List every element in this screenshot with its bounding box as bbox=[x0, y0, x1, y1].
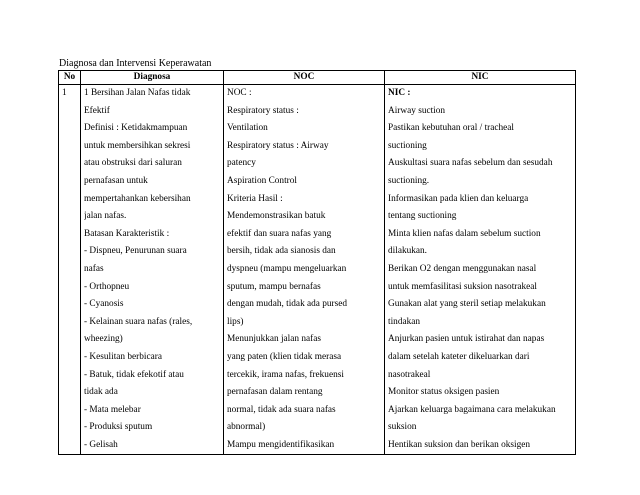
table-row bbox=[59, 85, 576, 455]
diagnosa-line: nafas bbox=[84, 263, 104, 274]
diagnosa-line: 1 Bersihan Jalan Nafas tidak bbox=[84, 88, 191, 98]
diagnosa-line: atau obstruksi dari saluran bbox=[84, 158, 182, 169]
row-number: 1 bbox=[62, 88, 67, 98]
nic-line: tentang suctioning bbox=[388, 211, 457, 222]
noc-line: tercekik, irama nafas, frekuensi bbox=[227, 369, 344, 380]
diagnosa-line: mempertahankan kebersihan bbox=[84, 193, 191, 204]
diagnosa-line: Batasan Karakteristik : bbox=[84, 228, 170, 239]
diagnosa-line: - Gelisah bbox=[84, 439, 118, 450]
nic-line: Informasikan pada klien dan keluarga bbox=[388, 193, 529, 204]
diagnosa-line: - Kelainan suara nafas (rales, bbox=[84, 316, 193, 327]
noc-line: Respiratory status : Airway bbox=[227, 140, 329, 151]
diagnosa-line: pernafasan untuk bbox=[84, 175, 148, 186]
diagnosa-line: - Orthopneu bbox=[84, 281, 130, 292]
noc-line: efektif dan suara nafas yang bbox=[227, 228, 332, 239]
header-noc: NOC bbox=[224, 71, 385, 85]
diagnosa-line: jalan nafas. bbox=[84, 211, 127, 222]
nic-line: suctioning. bbox=[388, 175, 430, 186]
noc-line: Aspiration Control bbox=[227, 175, 297, 186]
noc-line: dengan mudah, tidak ada pursed bbox=[227, 299, 348, 310]
diagnosa-line: - Batuk, tidak efekotif atau bbox=[84, 369, 184, 380]
diagnosa-line: - Kesulitan berbicara bbox=[84, 351, 162, 362]
nic-line: tindakan bbox=[388, 316, 421, 327]
nic-line: Gunakan alat yang steril setiap melakukan bbox=[388, 299, 546, 310]
intervention-table bbox=[58, 70, 576, 455]
noc-line: yang paten (klien tidak merasa bbox=[227, 351, 342, 362]
noc-line: pernafasan dalam rentang bbox=[227, 387, 323, 398]
header-nic: NIC bbox=[385, 71, 576, 85]
cell-noc bbox=[224, 85, 385, 455]
diagnosa-line: - Mata melebar bbox=[84, 404, 141, 415]
nic-line: NIC : bbox=[388, 88, 411, 98]
table-header-row bbox=[59, 71, 576, 85]
nic-line: suksion bbox=[388, 422, 417, 433]
nic-line: dilakukan. bbox=[388, 246, 427, 257]
cell-no bbox=[59, 85, 81, 455]
nic-line: nasotrakeal bbox=[388, 369, 431, 380]
noc-line: patency bbox=[227, 158, 256, 169]
noc-line: normal, tidak ada suara nafas bbox=[227, 404, 336, 415]
diagnosa-line: wheezing) bbox=[84, 334, 123, 345]
diagnosa-line: Definisi : Ketidakmampuan bbox=[84, 123, 188, 134]
nic-line: untuk memfasilitasi suksion nasotrakeal bbox=[388, 281, 537, 292]
diagnosa-line: - Cyanosis bbox=[84, 299, 124, 310]
noc-line: Ventilation bbox=[227, 123, 268, 134]
nic-line: dalam setelah kateter dikeluarkan dari bbox=[388, 351, 530, 362]
noc-line: Respiratory status : bbox=[227, 105, 299, 116]
diagnosa-line: - Dispneu, Penurunan suara bbox=[84, 246, 187, 257]
noc-line: abnormal) bbox=[227, 422, 266, 433]
noc-line: lips) bbox=[227, 316, 244, 327]
nic-line: Monitor status oksigen pasien bbox=[388, 387, 500, 398]
nic-line: Airway suction bbox=[388, 105, 446, 116]
noc-line: Mendemonstrasikan batuk bbox=[227, 211, 326, 222]
diagnosa-line: - Produksi sputum bbox=[84, 422, 153, 433]
nic-line: Minta klien nafas dalam sebelum suction bbox=[388, 228, 541, 239]
header-no: No bbox=[59, 71, 81, 85]
nic-line: Ajarkan keluarga bagaimana cara melakukan bbox=[388, 404, 556, 415]
noc-line: dyspneu (mampu mengeluarkan bbox=[227, 263, 347, 274]
header-diagnosa: Diagnosa bbox=[81, 71, 224, 85]
noc-line: NOC : bbox=[227, 88, 252, 98]
nic-line: suctioning bbox=[388, 140, 427, 151]
cell-nic bbox=[385, 85, 576, 455]
nic-line: Anjurkan pasien untuk istirahat dan napas bbox=[388, 334, 545, 345]
noc-line: Mampu mengidentifikasikan bbox=[227, 439, 335, 450]
diagnosa-line: untuk membersihkan sekresi bbox=[84, 140, 191, 151]
noc-line: sputum, mampu bernafas bbox=[227, 281, 321, 292]
nic-line: Berikan O2 dengan menggunakan nasal bbox=[388, 263, 537, 274]
document-title: Diagnosa dan Intervensi Keperawatan bbox=[59, 58, 212, 69]
diagnosa-line: tidak ada bbox=[84, 387, 118, 398]
noc-line: Menunjukkan jalan nafas bbox=[227, 334, 321, 345]
cell-diagnosa bbox=[81, 85, 224, 455]
nic-line: Hentikan suksion dan berikan oksigen bbox=[388, 439, 531, 450]
diagnosa-line: Efektif bbox=[84, 105, 110, 116]
noc-line: bersih, tidak ada sianosis dan bbox=[227, 246, 336, 257]
nic-line: Pastikan kebutuhan oral / tracheal bbox=[388, 123, 514, 134]
nic-line: Auskultasi suara nafas sebelum dan sesudah bbox=[388, 158, 553, 169]
noc-line: Kriteria Hasil : bbox=[227, 193, 283, 204]
